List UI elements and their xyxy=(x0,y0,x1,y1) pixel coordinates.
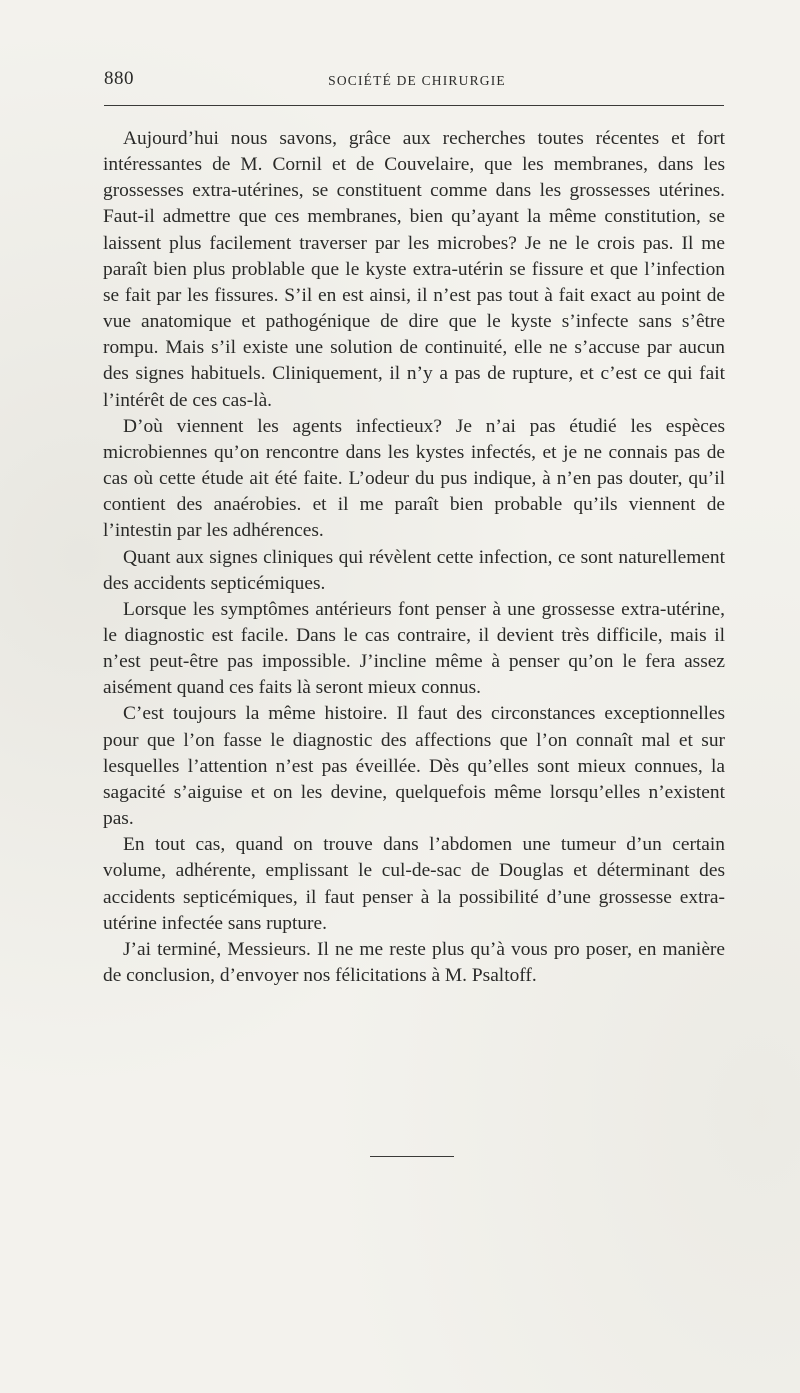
paragraph: Aujourd’hui nous savons, grâce aux recherches toutes récentes et fort intéressantes de M. Cornil et de Couvelaire, que les membranes, dans les grossesses extra-utérines, se constituent comme dans les grossesses utérines. Faut-il admettre que ces membranes, bien qu’ayant la même constitution, se laissent plus facilement traverser par les microbes? Je ne le crois pas. Il me paraît bien plus problable que le kyste extra-utérin se fissure et que l’infection se fait par les fissures. S’il en est ainsi, il n’est pas tout à fait exact au point de vue anatomique et pathogénique de dire que le kyste s’infecte sans s’être rompu. Mais s’il existe une solution de continuité, elle ne s’accuse par aucun des signes habituels. Cliniquement, il n’y a pas de rupture, et c’est ce qui fait l’intérêt de ces cas-là. xyxy=(103,128,725,411)
paragraph: C’est toujours la même histoire. Il faut des circonstances exceptionnelles pour que l’on fasse le diagnostic des affections que l’on connaît mal et sur lesquelles l’attention n’est pas éveillée. Dès qu’elles sont mieux connues, la sagacité s’aiguise et on les devine, quelquefois même lorsqu’elles n’existent pas. xyxy=(103,703,725,830)
page-number: 880 xyxy=(104,68,134,89)
end-rule xyxy=(370,1156,454,1157)
paragraph: Quant aux signes cliniques qui révèlent cette infection, ce sont naturellement des accidents septicémiques. xyxy=(103,546,725,594)
running-title: SOCIÉTÉ DE CHIRURGIE xyxy=(328,73,506,88)
article-body xyxy=(103,126,725,989)
paragraph: Lorsque les symptômes antérieurs font penser à une grossesse extra-utérine, le diagnostic est facile. Dans le cas contraire, il devient très difficile, mais il n’est peut-être pas impossible. J’incline même à penser qu’on le fera assez aisément quand ces faits là seront mieux connus. xyxy=(103,598,725,699)
header-rule xyxy=(104,105,724,106)
paragraph: En tout cas, quand on trouve dans l’abdomen une tumeur d’un certain volume, adhérente, emplissant le cul-de-sac de Douglas et déterminant des accidents septicémiques, il faut penser à la possibilité d’une grossesse extra-utérine infectée sans rupture. xyxy=(103,834,725,934)
page-header xyxy=(104,68,724,98)
paragraph: J’ai terminé, Messieurs. Il ne me reste plus qu’à vous pro poser, en manière de conclusion, d’envoyer nos félicitations à M. Psaltoff. xyxy=(103,938,725,986)
paragraph: D’où viennent les agents infectieux? Je n’ai pas étudié les espèces microbiennes qu’on rencontre dans les kystes infectés, et je ne connais pas de cas où cette étude ait été faite. L’odeur du pus indique, à n’en pas douter, qu’il contient des anaérobies. et il me paraît bien probable qu’ils viennent de l’intestin par les adhérences. xyxy=(103,415,725,542)
